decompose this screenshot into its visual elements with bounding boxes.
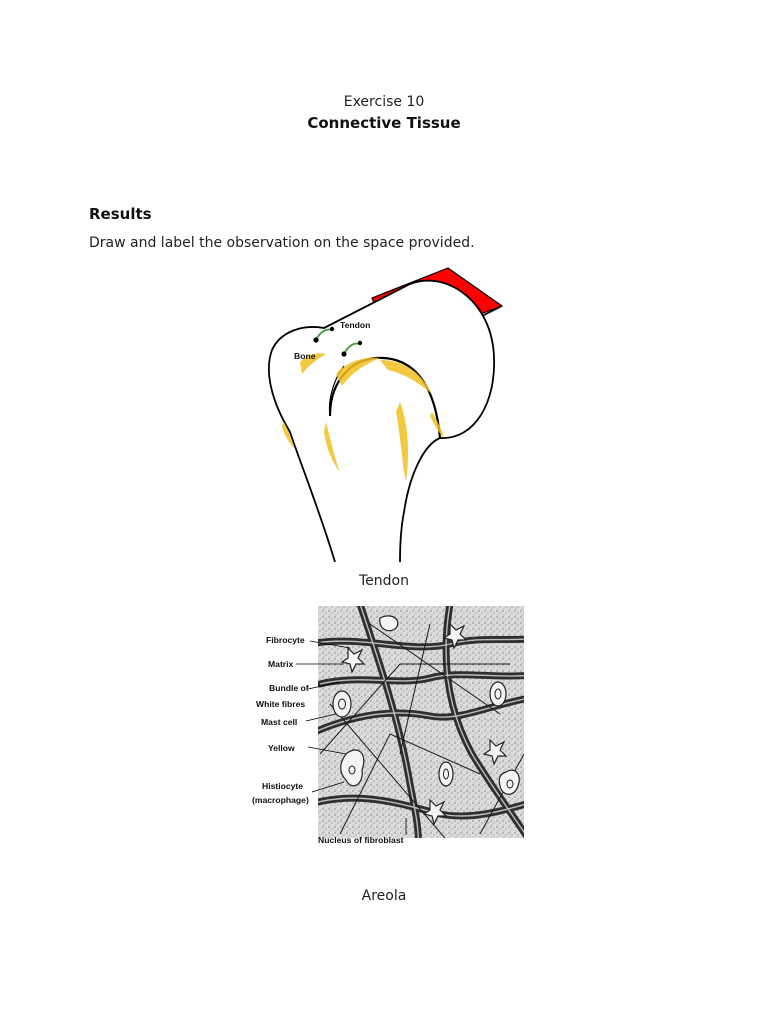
areolar-figure [250, 604, 530, 850]
label-macrophage: (macrophage) [252, 795, 309, 805]
label-tendon: Tendon [340, 320, 371, 330]
label-bundle-of: Bundle of [269, 683, 309, 693]
label-nucleus-of-fibroblast: Nucleus of fibroblast [318, 835, 404, 845]
caption-areola: Areola [361, 888, 407, 904]
label-yellow: Yellow [268, 743, 295, 753]
label-matrix: Matrix [268, 659, 294, 669]
results-heading: Results [89, 205, 152, 223]
exercise-label: Exercise 10 [343, 94, 425, 110]
bone-outline [269, 281, 494, 562]
label-fibrocyte: Fibrocyte [266, 635, 305, 645]
label-histiocyte: Histiocyte [262, 781, 304, 791]
tendon-figure [260, 262, 510, 562]
instruction-text: Draw and label the observation on the space provided. [89, 235, 475, 251]
exercise-title: Connective Tissue [307, 114, 461, 132]
label-bone: Bone [294, 351, 316, 361]
caption-tendon: Tendon [359, 573, 409, 589]
label-mast-cell: Mast cell [261, 717, 298, 727]
label-white-fibres: White fibres [256, 699, 306, 709]
